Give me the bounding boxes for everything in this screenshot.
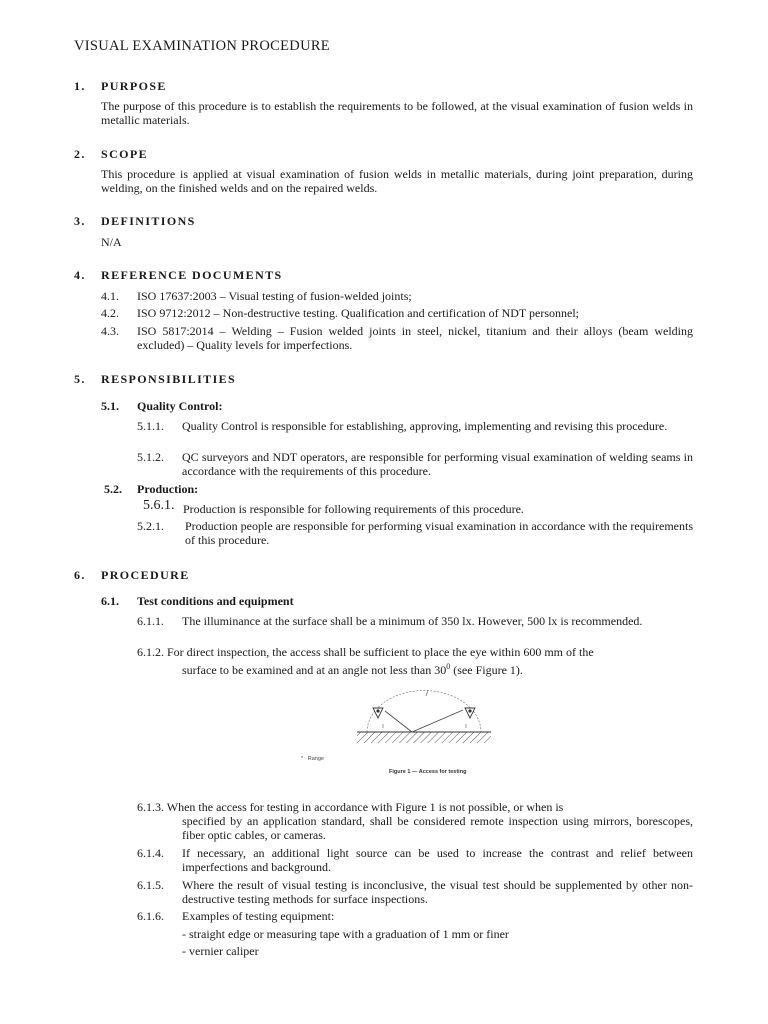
procedure-item: 6.1.6. Examples of testing equipment: bbox=[137, 909, 335, 923]
section-1-heading: 1. PURPOSE bbox=[74, 79, 167, 93]
section-2-text: This procedure is applied at visual examination of fusion welds in metallic materials, during joint preparation, during welding, on the finished welds and on the repaired welds. bbox=[101, 167, 693, 195]
reference-item: 4.2. ISO 9712:2012 – Non-destructive testing. Qualification and certification of NDT personnel; bbox=[101, 306, 580, 320]
reference-item: 4.3. ISO 5817:2014 – Welding – Fusion welded joints in steel, nickel, titanium and their alloys (beam welding excluded) – Quality levels for imperfections. bbox=[101, 324, 693, 352]
section-5-heading: 5. RESPONSIBILITIES bbox=[74, 372, 237, 386]
section-2-heading: 2. SCOPE bbox=[74, 147, 149, 161]
procedure-item: 6.1.3. When the access for testing in accordance with Figure 1 is not possible, or when is bbox=[137, 800, 564, 814]
section-6-heading: 6. PROCEDURE bbox=[74, 568, 190, 582]
subsection-6-1-heading: 6.1. Test conditions and equipment bbox=[101, 594, 294, 608]
procedure-item: 6.1.1. The illuminance at the surface shall be a minimum of 350 lx. However, 500 lx is recommended. bbox=[137, 614, 643, 628]
procedure-item-continuation: surface to be examined and at an angle not less than $30^0$ (see Figure 1). bbox=[182, 662, 523, 677]
responsibility-item: 5.1.2. QC surveyors and NDT operators, are responsible for performing visual examination of welding seams in accordance with the requirements of this procedure. bbox=[137, 450, 693, 478]
equipment-list-item: - vernier caliper bbox=[182, 944, 259, 958]
responsibility-item: 5.1.1. Quality Control is responsible for establishing, approving, implementing and revising this procedure. bbox=[137, 419, 668, 433]
section-4-heading: 4. REFERENCE DOCUMENTS bbox=[74, 268, 283, 282]
responsibility-item: 5.6.1. Production is responsible for following requirements of this procedure. bbox=[143, 498, 524, 516]
subsection-5-1-heading: 5.1. Quality Control: bbox=[101, 399, 223, 413]
procedure-item: 6.1.5. Where the result of visual testing is inconclusive, the visual test should be supplemented by other non-destructive testing methods for surface inspections. bbox=[137, 878, 693, 906]
section-3-text: N/A bbox=[101, 235, 122, 249]
eye-pupil bbox=[468, 709, 471, 712]
procedure-item: 6.1.4. If necessary, an additional light source can be used to increase the contrast and relief between imperfections and background. bbox=[137, 846, 693, 874]
figure-caption: Figure 1 — Access for testing bbox=[389, 769, 467, 775]
sight-line-right bbox=[412, 710, 463, 732]
document-title: VISUAL EXAMINATION PROCEDURE bbox=[74, 38, 330, 54]
eye-pupil bbox=[376, 709, 379, 712]
access-for-testing-figure bbox=[355, 688, 495, 752]
procedure-item: 6.1.2. For direct inspection, the access shall be sufficient to place the eye within 600 mm of the bbox=[137, 645, 594, 659]
figure-note: * Range bbox=[301, 756, 324, 762]
sight-line-left bbox=[385, 711, 412, 732]
procedure-item-continuation: specified by an application standard, shall be considered remote inspection using mirrors, borescopes, fiber optic cables, or cameras. bbox=[182, 814, 693, 842]
section-3-heading: 3. DEFINITIONS bbox=[74, 214, 196, 228]
subsection-5-2-heading: 5.2. Production: bbox=[104, 482, 199, 496]
base-metal-hatch bbox=[357, 732, 491, 743]
responsibility-item: 5.2.1. Production people are responsible for performing visual examination in accordance with the requirements of this procedure. bbox=[137, 519, 693, 547]
section-1-text: The purpose of this procedure is to establish the requirements to be followed, at the visual examination of fusion welds in metallic materials. bbox=[101, 99, 693, 127]
range-arc bbox=[367, 691, 481, 732]
equipment-list-item: - straight edge or measuring tape with a graduation of 1 mm or finer bbox=[182, 927, 509, 941]
reference-item: 4.1. ISO 17637:2003 – Visual testing of fusion-welded joints; bbox=[101, 289, 412, 303]
